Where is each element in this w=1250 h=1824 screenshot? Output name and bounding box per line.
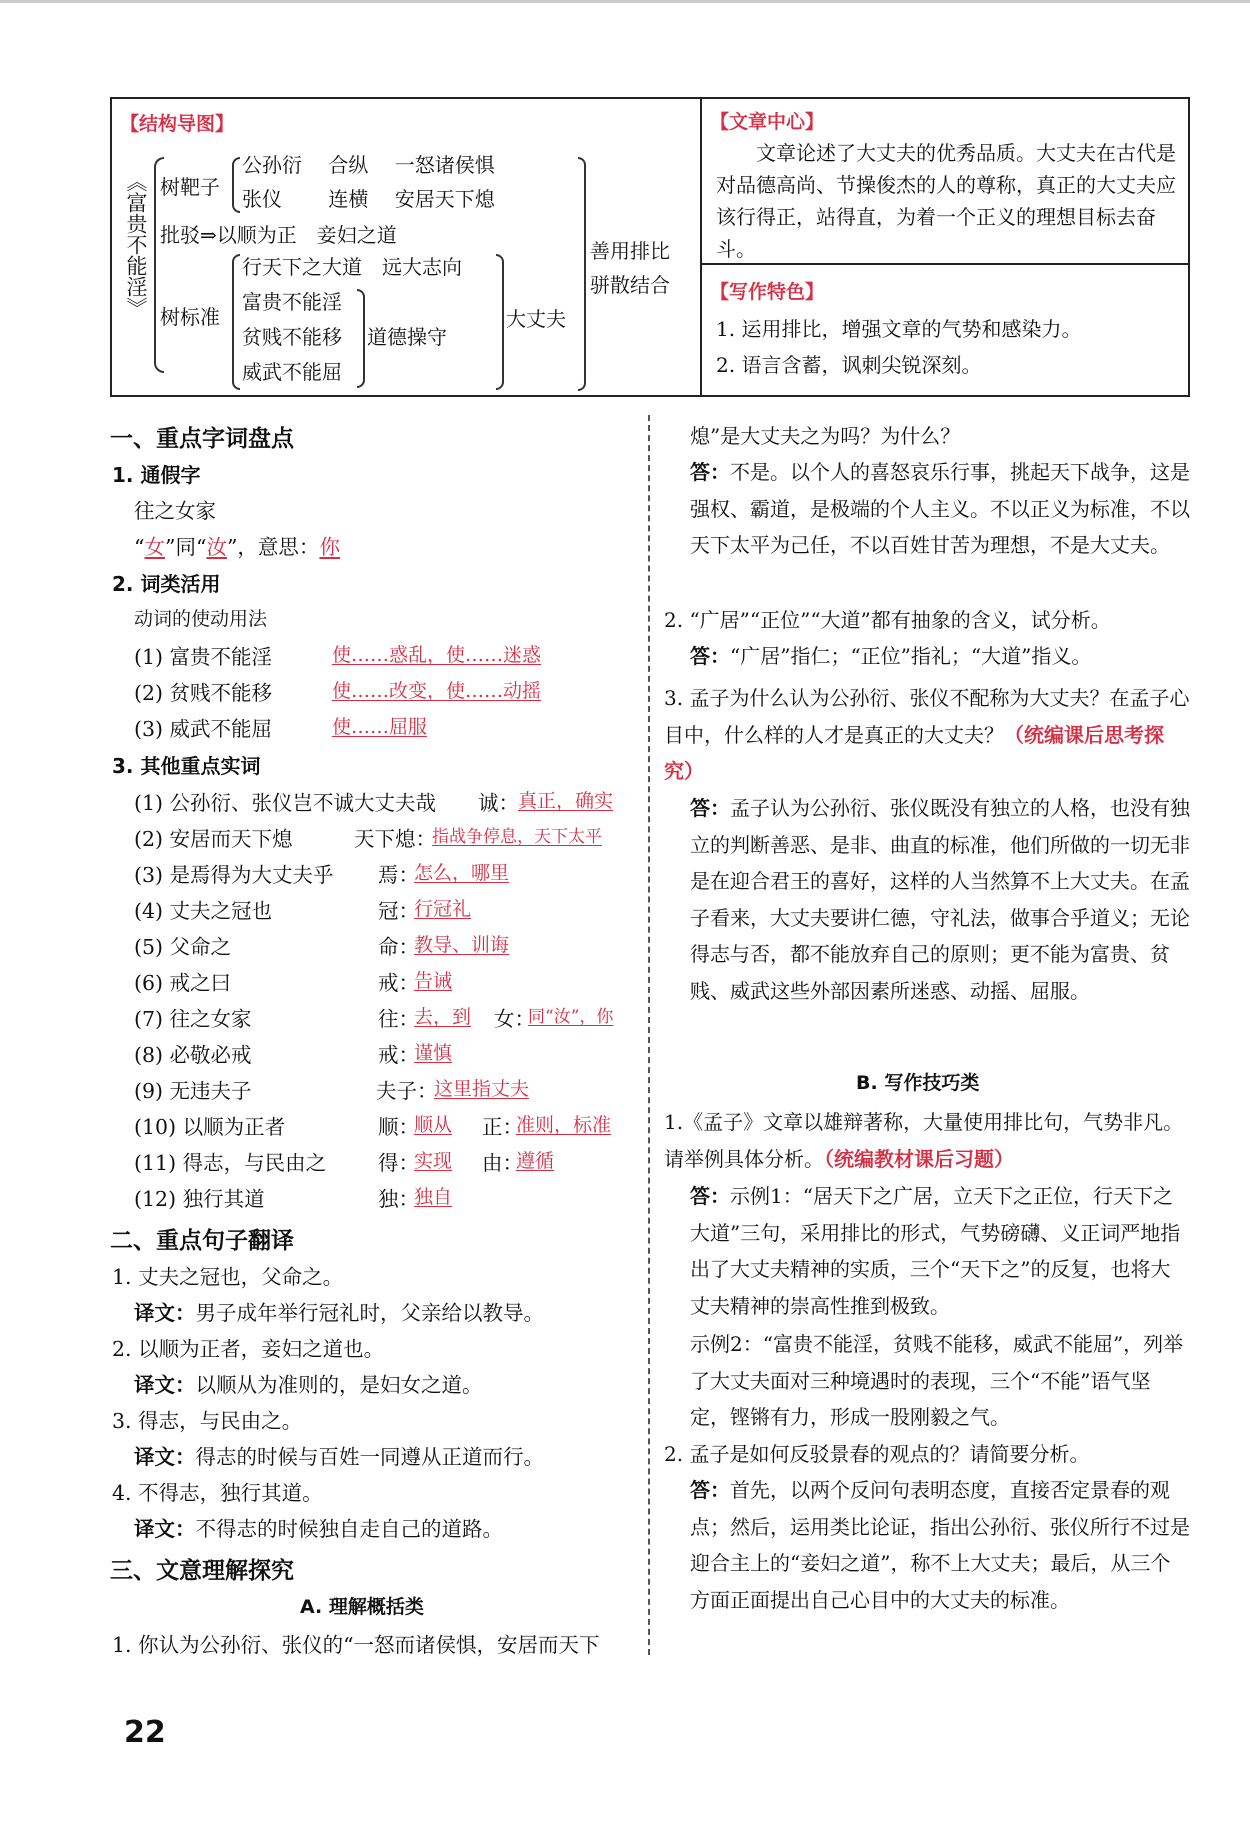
shici-title: 3. 其他重点实词	[112, 754, 261, 778]
word-k11: 得：	[378, 1151, 419, 1175]
trans-a4: 译文：不得志的时候独自走自己的道路。	[134, 1517, 503, 1541]
cilei-a3: 使……屈服	[332, 716, 428, 738]
section-1-title: 一、重点字词盘点	[110, 426, 294, 452]
word-a4: 行冠礼	[414, 898, 472, 920]
center-tag: 【文章中心】	[710, 111, 825, 133]
word-k7b: 女：	[494, 1007, 535, 1031]
shuba-brace	[232, 157, 240, 213]
word-a10: 顺从	[414, 1114, 453, 1136]
word-k2: 天下熄：	[354, 827, 436, 851]
skill-q1: 1.《孟子》文章以雄辩著称，大量使用排比句，气势非凡。请举例具体分析。（统编教材课后习题）	[664, 1110, 1184, 1171]
skill-a1-ex2: 示例2：“富贵不能淫，贫贱不能移，威武不能屈”，列举了大丈夫面对三种境遇时的表现，三个“不能”语气坚定，铿锵有力，形成一股刚毅之气。	[690, 1332, 1184, 1429]
word-k10: 顺：	[378, 1115, 419, 1139]
cilei-q1: (1) 富贵不能淫	[134, 645, 273, 669]
skill-a2: 答：首先，以两个反问句表明态度，直接否定景春的观点；然后，运用类比论证，指出公孙衍、张仪所行不过是迎合主上的“妾妇之道”，称不上大丈夫；最后，从三个方面正面提出自己心目中的大丈夫的标准。	[690, 1478, 1190, 1612]
shuba-row2: 张仪 连横 安居天下熄	[242, 187, 495, 211]
word-q8: (8) 必敬必戒	[134, 1043, 252, 1067]
outer-right-brace	[578, 157, 586, 391]
word-q9: (9) 无违夫子	[134, 1079, 252, 1103]
trans-q2: 2. 以顺为正者，妾妇之道也。	[112, 1337, 385, 1361]
summary-box	[110, 97, 1190, 397]
column-divider	[648, 415, 650, 1655]
pibo-row: 批驳⇒以顺为正 妾妇之道	[160, 223, 397, 247]
word-a12: 独自	[414, 1186, 453, 1208]
paibi-1: 善用排比	[590, 239, 670, 263]
word-k7: 往：	[378, 1007, 419, 1031]
trans-q3: 3. 得志，与民由之。	[112, 1409, 303, 1433]
skill-q2: 2. 孟子是如何反驳景春的观点的？请简要分析。	[664, 1442, 1090, 1466]
word-a5: 教导、训诲	[414, 934, 510, 956]
cilei-q3: (3) 威武不能屈	[134, 717, 273, 741]
explore-q1-cont: 熄”是大丈夫之为吗？为什么？	[690, 424, 961, 448]
explore-a2: 答：“广居”指仁；“正位”指礼；“大道”指义。	[690, 644, 1092, 668]
paibi-2: 骈散结合	[590, 273, 670, 297]
cilei-a1: 使……惑乱，使……迷惑	[332, 644, 542, 666]
word-q3: (3) 是焉得为大丈夫乎	[134, 863, 334, 887]
word-a2: 指战争停息，天下太平	[432, 827, 602, 847]
daode-label: 道德操守	[367, 325, 447, 349]
tongjia-title: 1. 通假字	[112, 463, 201, 487]
word-q7: (7) 往之女家	[134, 1007, 252, 1031]
word-a3: 怎么，哪里	[414, 862, 510, 884]
word-a11b: 遵循	[516, 1150, 555, 1172]
features-tag: 【写作特色】	[710, 281, 825, 303]
explore-q1: 1. 你认为公孙衍、张仪的“一怒而诸侯惧，安居而天下	[112, 1633, 600, 1657]
shubiaozhun-label: 树标准	[160, 305, 220, 329]
word-k4: 冠：	[378, 899, 419, 923]
word-a9: 这里指丈夫	[434, 1078, 530, 1100]
feature-1: 1. 运用排比，增强文章的气势和感染力。	[716, 317, 1082, 341]
sub-a-title: A. 理解概括类	[300, 1596, 424, 1618]
trans-q1: 1. 丈夫之冠也，父命之。	[112, 1265, 344, 1289]
word-a8: 谨慎	[414, 1042, 453, 1064]
shuba-row1: 公孙衍 合纵 一怒诸侯惧	[242, 153, 495, 177]
word-q10: (10) 以顺为正者	[134, 1115, 286, 1139]
top-rule	[0, 0, 1250, 3]
std-2: 富贵不能淫	[242, 290, 342, 314]
word-a11: 实现	[414, 1150, 453, 1172]
explore-q2: 2. “广居”“正位”“大道”都有抽象的含义，试分析。	[664, 608, 1111, 632]
word-a7: 去，到	[414, 1006, 472, 1028]
daode-brace	[357, 289, 365, 388]
word-q2: (2) 安居而天下熄	[134, 827, 293, 851]
structure-title: 《富贵不能淫》	[124, 171, 148, 318]
section-2-title: 二、重点句子翻译	[110, 1228, 294, 1254]
std-4: 威武不能屈	[242, 360, 342, 384]
cilei-sub: 动词的使动用法	[134, 608, 268, 630]
std-1: 行天下之大道 远大志向	[242, 255, 462, 279]
word-q6: (6) 戒之曰	[134, 971, 232, 995]
word-q12: (12) 独行其道	[134, 1187, 265, 1211]
std-brace	[232, 254, 240, 390]
word-k3: 焉：	[378, 863, 419, 887]
explore-a3: 答：孟子认为公孙衍、张仪既没有独立的人格，也没有独立的判断善恶、是非、曲直的标准，他们所做的一切无非是在迎合君王的喜好，这样的人当然算不上大丈夫。在孟子看来，大丈夫要讲仁德，守礼法，做事合乎道义；无论得志与否，都不能放弃自己的原则；更不能为富贵、贫贱、威武这些外部因素所迷惑、动摇、屈服。	[690, 796, 1190, 1003]
box-divider	[700, 99, 702, 395]
structure-tag: 【结构导图】	[120, 113, 235, 135]
word-k8: 戒：	[378, 1043, 419, 1067]
std-3: 贫贱不能移	[242, 325, 342, 349]
explore-q3: 3. 孟子为什么认为公孙衍、张仪不配称为大丈夫？在孟子心目中，什么样的人才是真正的大丈夫？（统编课后思考探究）	[664, 686, 1190, 783]
cilei-q2: (2) 贫贱不能移	[134, 681, 273, 705]
word-k10b: 正：	[482, 1115, 523, 1139]
tongjia-explain: “女”同“汝”，意思：你	[134, 535, 340, 559]
dazhangfu-brace	[496, 254, 504, 390]
word-k6: 戒：	[378, 971, 419, 995]
word-q11: (11) 得志，与民由之	[134, 1151, 327, 1175]
word-a1: 真正，确实	[518, 790, 614, 812]
word-k5: 命：	[378, 935, 419, 959]
section-3-title: 三、文意理解探究	[110, 1558, 294, 1584]
cilei-a2: 使……改变，使……动摇	[332, 680, 542, 702]
word-a7b: 同“汝”，你	[528, 1007, 614, 1027]
cilei-title: 2. 词类活用	[112, 572, 221, 596]
word-q4: (4) 丈夫之冠也	[134, 899, 273, 923]
dazhangfu-label: 大丈夫	[506, 307, 566, 331]
trans-q4: 4. 不得志，独行其道。	[112, 1481, 323, 1505]
trans-a2: 译文：以顺从为准则的，是妇女之道。	[134, 1373, 483, 1397]
sub-b-title: B. 写作技巧类	[856, 1072, 980, 1094]
trans-a1: 译文：男子成年举行冠礼时，父亲给以教导。	[134, 1301, 544, 1325]
word-k1: 诚：	[478, 791, 519, 815]
word-k9: 夫子：	[376, 1079, 438, 1103]
page-number: 22	[124, 1715, 166, 1750]
word-a10b: 准则，标准	[516, 1114, 612, 1136]
word-k11b: 由：	[482, 1151, 523, 1175]
word-q5: (5) 父命之	[134, 935, 232, 959]
word-k12: 独：	[378, 1187, 419, 1211]
word-a6: 告诫	[414, 970, 453, 992]
trans-a3: 译文：得志的时候与百姓一同遵从正道而行。	[134, 1445, 544, 1469]
word-q1: (1) 公孙衍、张仪岂不诚大丈夫哉	[134, 791, 437, 815]
tongjia-line: 往之女家	[134, 499, 216, 523]
shuba-label: 树靶子	[160, 175, 220, 199]
center-text: 文章论述了大丈夫的优秀品质。大丈夫在古代是对品德高尚、节操俊杰的人的尊称，真正的大丈夫应该行得正，站得直，为着一个正义的理想目标去奋斗。	[716, 141, 1176, 261]
skill-a1-ex1: 答：示例1：“居天下之广居，立天下之正位，行天下之大道”三句，采用排比的形式，气势磅礴、义正词严地指出了大丈夫精神的实质，三个“天下之”的反复，也将大丈夫精神的崇高性推到极致。	[690, 1184, 1181, 1318]
explore-a1: 答：不是。以个人的喜怒哀乐行事，挑起天下战争，这是强权、霸道，是极端的个人主义。不以正义为标准，不以天下太平为己任，不以百姓甘苦为理想，不是大丈夫。	[690, 460, 1190, 557]
feature-2: 2. 语言含蓄，讽刺尖锐深刻。	[716, 353, 982, 377]
